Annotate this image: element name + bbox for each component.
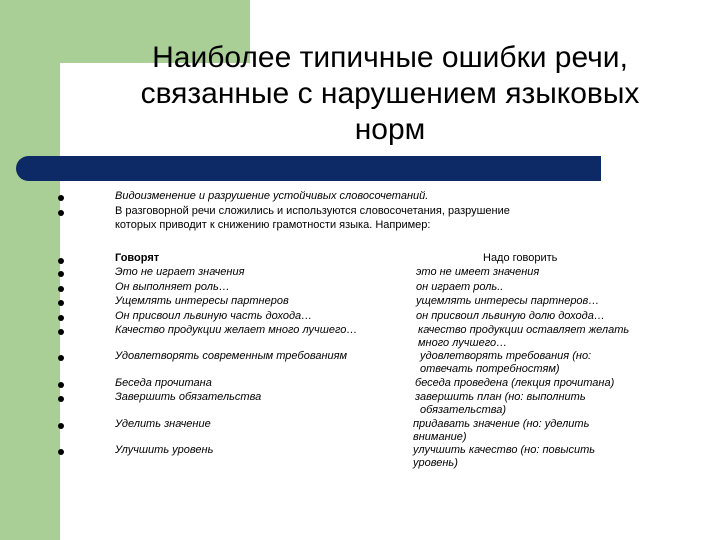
wrong-phrase: Завершить обязательства — [115, 391, 262, 403]
correct-phrase: завершить план (но: выполнить — [415, 391, 586, 403]
wrong-phrase: Он выполняет роль… — [115, 281, 230, 293]
correct-phrase-cont: уровень) — [413, 457, 458, 469]
correct-phrase: улучшить качество (но: повысить — [413, 444, 596, 456]
bullet-icon — [58, 449, 64, 455]
correct-phrase: это не имеет значения — [416, 266, 540, 278]
intro-line-1: Видоизменение и разрушение устойчивых словосочетаний. — [115, 190, 429, 202]
slide-title-line-3: норм — [354, 113, 426, 146]
bullet-icon — [58, 210, 64, 216]
column-header-govoryat: Говорят — [115, 252, 160, 264]
bullet-icon — [58, 329, 64, 335]
bullet-icon — [58, 195, 64, 201]
correct-phrase-cont: отвечать потребностям) — [420, 363, 560, 375]
wrong-phrase: Ущемлять интересы партнеров — [115, 295, 289, 307]
left-green-strip — [0, 0, 60, 540]
bullet-icon — [58, 300, 64, 306]
correct-phrase-cont: обязательства) — [420, 404, 507, 416]
wrong-phrase: Уделить значение — [115, 418, 211, 430]
title-divider-bar — [16, 156, 601, 181]
intro-line-2a: В разговорной речи сложились и используются словосочетания, разрушение — [115, 205, 510, 217]
wrong-phrase: Это не играет значения — [115, 266, 245, 278]
correct-phrase: он играет роль.. — [416, 281, 504, 293]
correct-phrase-cont: внимание) — [413, 431, 467, 443]
bullet-icon — [58, 423, 64, 429]
column-header-nado-govorit: Надо говорить — [483, 252, 558, 264]
bullet-icon — [58, 396, 64, 402]
correct-phrase: беседа проведена (лекция прочитана) — [415, 377, 615, 389]
bullet-icon — [58, 271, 64, 277]
slide-title-line-2: связанные с нарушением языковых — [140, 77, 640, 110]
correct-phrase-cont: много лучшего… — [418, 337, 508, 349]
wrong-phrase: Качество продукции желает много лучшего… — [115, 324, 358, 336]
correct-phrase: удовлетворять требования (но: — [420, 350, 592, 362]
wrong-phrase: Беседа прочитана — [115, 377, 212, 389]
wrong-phrase: Улучшить уровень — [115, 444, 214, 456]
bullet-icon — [58, 382, 64, 388]
wrong-phrase: Он присвоил львиную часть дохода… — [115, 310, 313, 322]
bullet-icon — [58, 286, 64, 292]
correct-phrase: ущемлять интересы партнеров… — [416, 295, 600, 307]
correct-phrase: придавать значение (но: уделить — [413, 418, 590, 430]
slide-title — [70, 40, 710, 148]
wrong-phrase: Удовлетворять современным требованиям — [115, 350, 348, 362]
bullet-icon — [58, 315, 64, 321]
intro-line-2b: которых приводит к снижению грамотности языка. Например: — [115, 219, 431, 231]
slide-title-line-1: Наиболее типичные ошибки речи, — [152, 41, 628, 74]
bullet-icon — [58, 355, 64, 361]
bullet-icon — [58, 258, 64, 264]
correct-phrase: он присвоил львиную долю дохода… — [416, 310, 605, 322]
correct-phrase: качество продукции оставляет желать — [418, 324, 630, 336]
